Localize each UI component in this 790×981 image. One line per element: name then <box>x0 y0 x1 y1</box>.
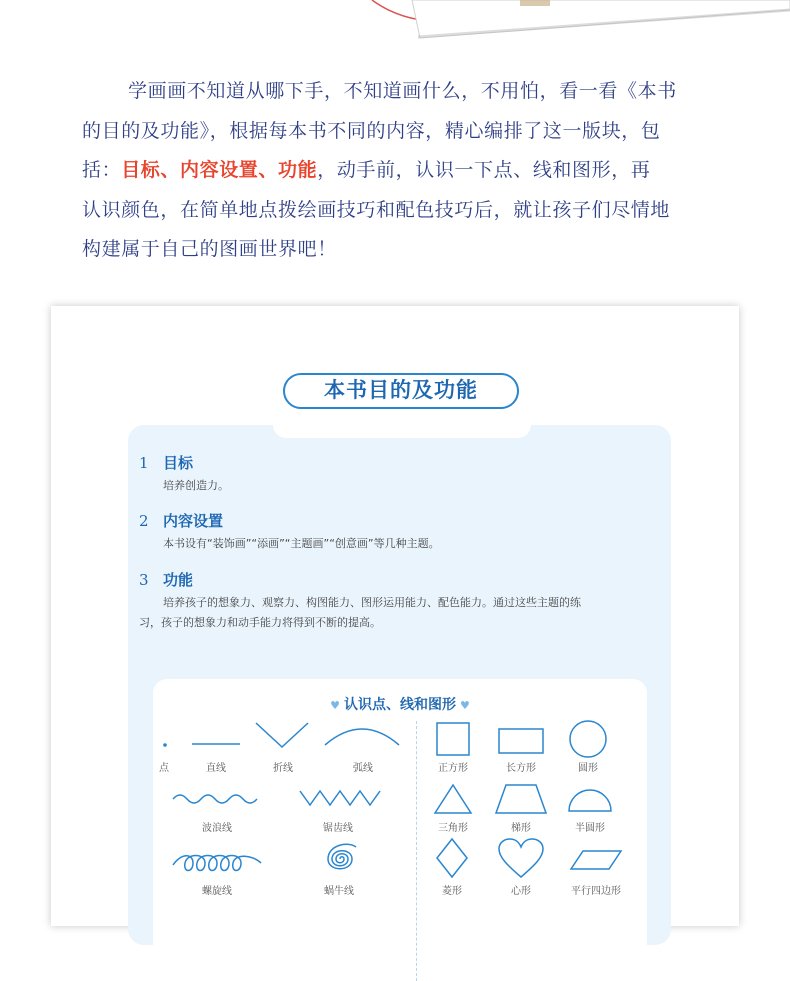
section-body: 本书设有“装饰画”“添画”“主题画”“创意画”等几种主题。 <box>163 537 440 550</box>
shapes-panel-title-text: 认识点、线和图形 <box>344 697 456 713</box>
intro-line-3 <box>82 151 708 191</box>
semicircle-label: 半圆形 <box>575 823 605 834</box>
section-body-line-2: 习，孩子的想象力和动手能力将得到不断的提高。 <box>139 616 381 629</box>
dot-label: 点 <box>159 763 169 774</box>
polyline-label: 折线 <box>273 763 293 774</box>
section-content <box>139 511 440 554</box>
section-title: 内容设置 <box>163 512 224 530</box>
section-body <box>139 593 665 633</box>
section-body: 培养创造力。 <box>163 479 229 492</box>
shapes-panel <box>153 679 647 979</box>
spiral-line-shape <box>171 849 263 877</box>
section-body-line-1: 培养孩子的想象力、观察力、构图能力、图形运用能力、配色能力。通过这些主题的练 <box>163 596 581 609</box>
book-page-card <box>51 306 739 926</box>
intro-line-1: 学画画不知道从哪下手，不知道画什么，不用怕，看一看《本书 <box>128 80 677 102</box>
triangle-shape <box>433 783 473 815</box>
polyline-shape <box>254 719 312 751</box>
section-title: 目标 <box>163 454 194 472</box>
intro-line-4: 认识颜色，在简单地点拨绘画技巧和配色技巧后，就让孩子们尽情地 <box>82 198 671 221</box>
arc-label: 弧线 <box>353 763 373 774</box>
square-label: 正方形 <box>438 763 468 774</box>
section-number: 3 <box>139 571 149 589</box>
square-shape <box>435 721 471 757</box>
arc-shape <box>322 723 402 749</box>
section-goal <box>139 453 229 496</box>
section-number: 2 <box>139 512 149 530</box>
shapes-panel-title <box>153 694 647 714</box>
intro-paragraph <box>82 72 708 270</box>
card-title: 本书目的及功能 <box>283 373 519 409</box>
straight-line-label: 直线 <box>206 763 226 774</box>
section-title: 功能 <box>163 571 194 589</box>
wave-line-shape <box>171 791 263 807</box>
info-panel <box>128 425 671 945</box>
rectangle-shape <box>497 727 545 755</box>
intro-highlight: 目标、内容设置、功能 <box>121 159 318 181</box>
intro-line-3-post: ，动手前，认识一下点、线和图形，再 <box>317 159 651 181</box>
section-function <box>139 570 665 633</box>
panel-notch <box>273 425 531 438</box>
semicircle-shape <box>567 787 613 813</box>
snail-line-shape <box>318 839 362 879</box>
zigzag-line-shape <box>298 787 382 809</box>
intro-line-5: 构建属于自己的图画世界吧！ <box>82 238 337 260</box>
snail-line-label: 蜗牛线 <box>324 886 354 897</box>
circle-label: 圆形 <box>578 763 598 774</box>
trapezoid-label: 梯形 <box>511 823 531 834</box>
parallelogram-shape <box>569 849 623 871</box>
intro-line-3-pre: 括： <box>82 159 122 181</box>
heart-icon: ♥ <box>460 699 470 712</box>
section-number: 1 <box>139 454 149 472</box>
zigzag-line-label: 锯齿线 <box>323 823 353 834</box>
spiral-line-label: 螺旋线 <box>202 886 232 897</box>
heart-label: 心形 <box>511 886 531 897</box>
parallelogram-label: 平行四边形 <box>571 886 621 897</box>
heart-icon: ♥ <box>330 699 340 712</box>
straight-line-shape <box>190 737 242 749</box>
trapezoid-shape <box>494 783 548 815</box>
rhombus-label: 菱形 <box>442 886 462 897</box>
wave-line-label: 波浪线 <box>202 823 232 834</box>
rectangle-label: 长方形 <box>506 763 536 774</box>
dot-shape <box>162 741 170 749</box>
triangle-label: 三角形 <box>438 823 468 834</box>
rhombus-shape <box>435 837 469 879</box>
top-decorative-art <box>0 0 790 50</box>
heart-shape <box>497 837 545 879</box>
intro-line-2: 的目的及功能》，根据每本书不同的内容，精心编排了这一版块，包 <box>82 119 661 142</box>
circle-shape <box>568 719 608 759</box>
